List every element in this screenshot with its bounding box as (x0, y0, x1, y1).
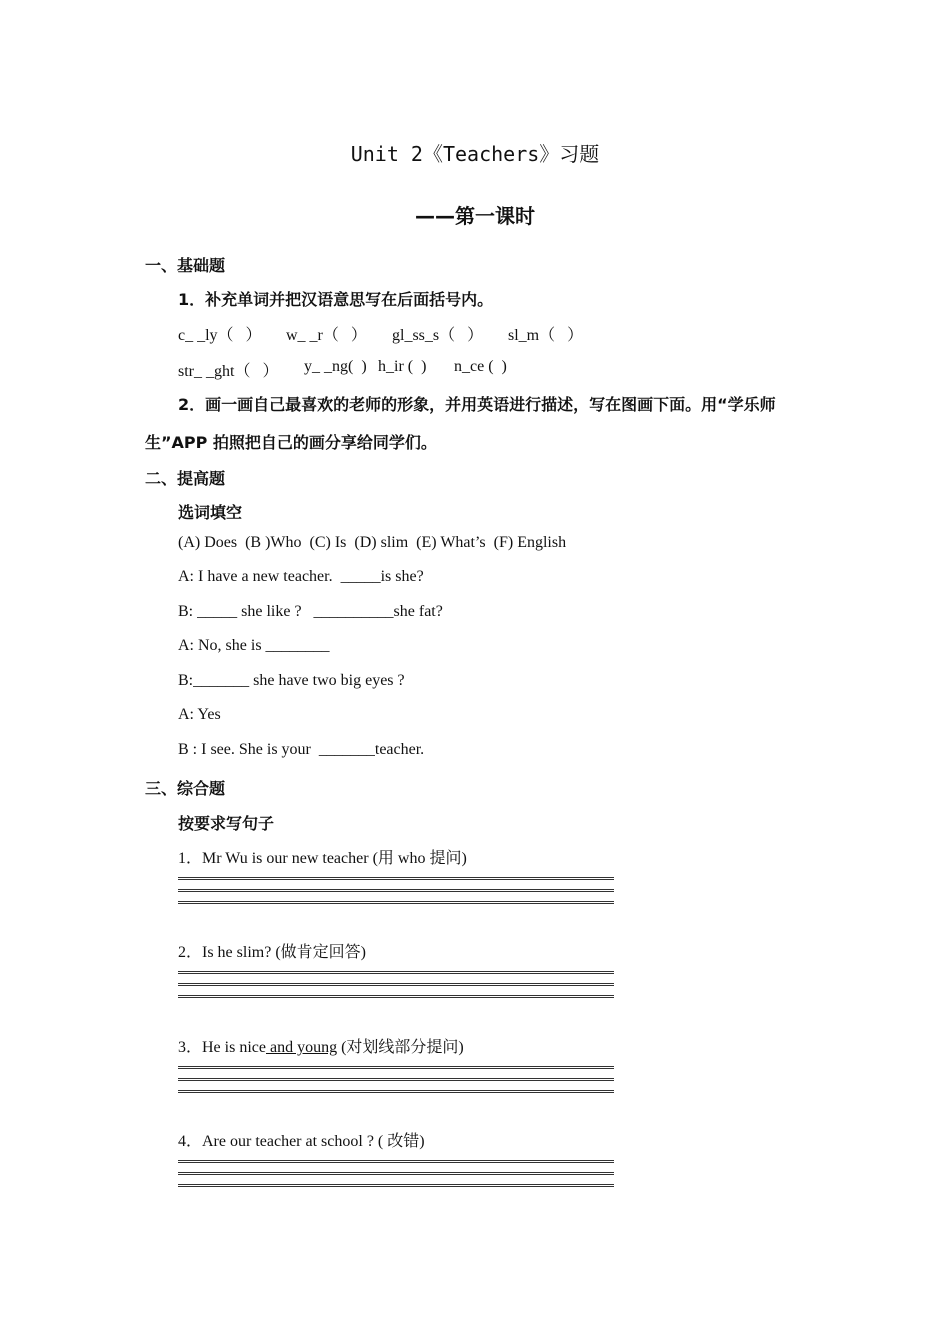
q1-text: ．补充单词并把汉语意思写在后面括号内。 (189, 290, 494, 309)
rewrite-item-2 (178, 939, 366, 962)
rewrite-item-3 (178, 1034, 464, 1057)
q2-instruction-line1: 2．画一画自己最喜欢的老师的形象，并用英语进行描述，写在图画下面。用“学乐师 (178, 395, 776, 414)
q1-number: 1 (178, 290, 190, 309)
item-number: 1 (178, 850, 186, 867)
page-title: Unit 2《Teachers》习题 (350, 142, 600, 166)
q2-instruction-line2: 生”APP 拍照把自己的画分享给同学们。 (145, 433, 437, 452)
answer-line (178, 995, 614, 998)
underlined-part: and young (265, 1039, 338, 1056)
word-blank: str_ _ght（ ） (178, 363, 279, 380)
word-blank: c_ _ly（ ） (178, 327, 262, 344)
word-blank: w_ _r（ ） (286, 327, 367, 344)
rewrite-item-4 (178, 1128, 425, 1151)
section-basic-heading: 一、基础题 (145, 256, 226, 275)
word-options: (A) Does (B )Who (C) Is (D) slim (E) What’s (F) English (178, 534, 567, 551)
answer-lines-3 (178, 1066, 614, 1102)
dialogue-line: A: No, she is ________ (178, 637, 330, 654)
item-text: ．He is nice (186, 1039, 266, 1056)
answer-line (178, 1160, 614, 1163)
word-blank: n_ce ( ) (454, 358, 507, 375)
answer-lines-4 (178, 1160, 614, 1196)
answer-lines-2 (178, 971, 614, 1007)
item-text: ．Is he slim? (做肯定回答) (186, 944, 366, 961)
dialogue-line: B : I see. She is your _______teacher. (178, 741, 425, 758)
q1-instruction (178, 287, 493, 310)
word-blank: gl_ss_s（ ） (392, 327, 484, 344)
section-advanced-heading: 二、提高题 (145, 469, 226, 488)
rewrite-subheading: 按要求写句子 (178, 814, 275, 833)
answer-lines-1 (178, 877, 614, 913)
rewrite-item-1 (178, 845, 467, 868)
answer-line (178, 901, 614, 904)
word-row-2 (178, 358, 507, 381)
dialogue-line: A: I have a new teacher. _____is she? (178, 568, 424, 585)
answer-line (178, 1184, 614, 1187)
word-blank: y_ _ng( ) (304, 358, 367, 375)
item-text: ．Mr Wu is our new teacher (用 who 提问) (186, 850, 467, 867)
page-subtitle: ——第一课时 (415, 204, 535, 228)
word-blank: sl_m（ ） (508, 327, 584, 344)
answer-line (178, 877, 614, 880)
answer-line (178, 1066, 614, 1069)
word-blank: h_ir ( ) (378, 358, 427, 375)
dialogue-line: B:_______ she have two big eyes ? (178, 672, 405, 689)
answer-line (178, 983, 614, 986)
answer-line (178, 1172, 614, 1175)
answer-line (178, 1090, 614, 1093)
dialogue-line: B: _____ she like ? __________she fat? (178, 603, 443, 620)
answer-line (178, 971, 614, 974)
section-comprehensive-heading: 三、综合题 (145, 779, 226, 798)
answer-line (178, 889, 614, 892)
item-text: ．Are our teacher at school ? ( 改错) (186, 1133, 425, 1150)
word-row-1 (178, 322, 583, 345)
answer-line (178, 1078, 614, 1081)
item-number: 2 (178, 944, 186, 961)
dialogue-line: A: Yes (178, 706, 221, 723)
item-note: (对划线部分提问) (337, 1039, 464, 1056)
item-number: 3 (178, 1039, 186, 1056)
item-number: 4 (178, 1133, 186, 1150)
fill-in-subheading: 选词填空 (178, 503, 243, 522)
